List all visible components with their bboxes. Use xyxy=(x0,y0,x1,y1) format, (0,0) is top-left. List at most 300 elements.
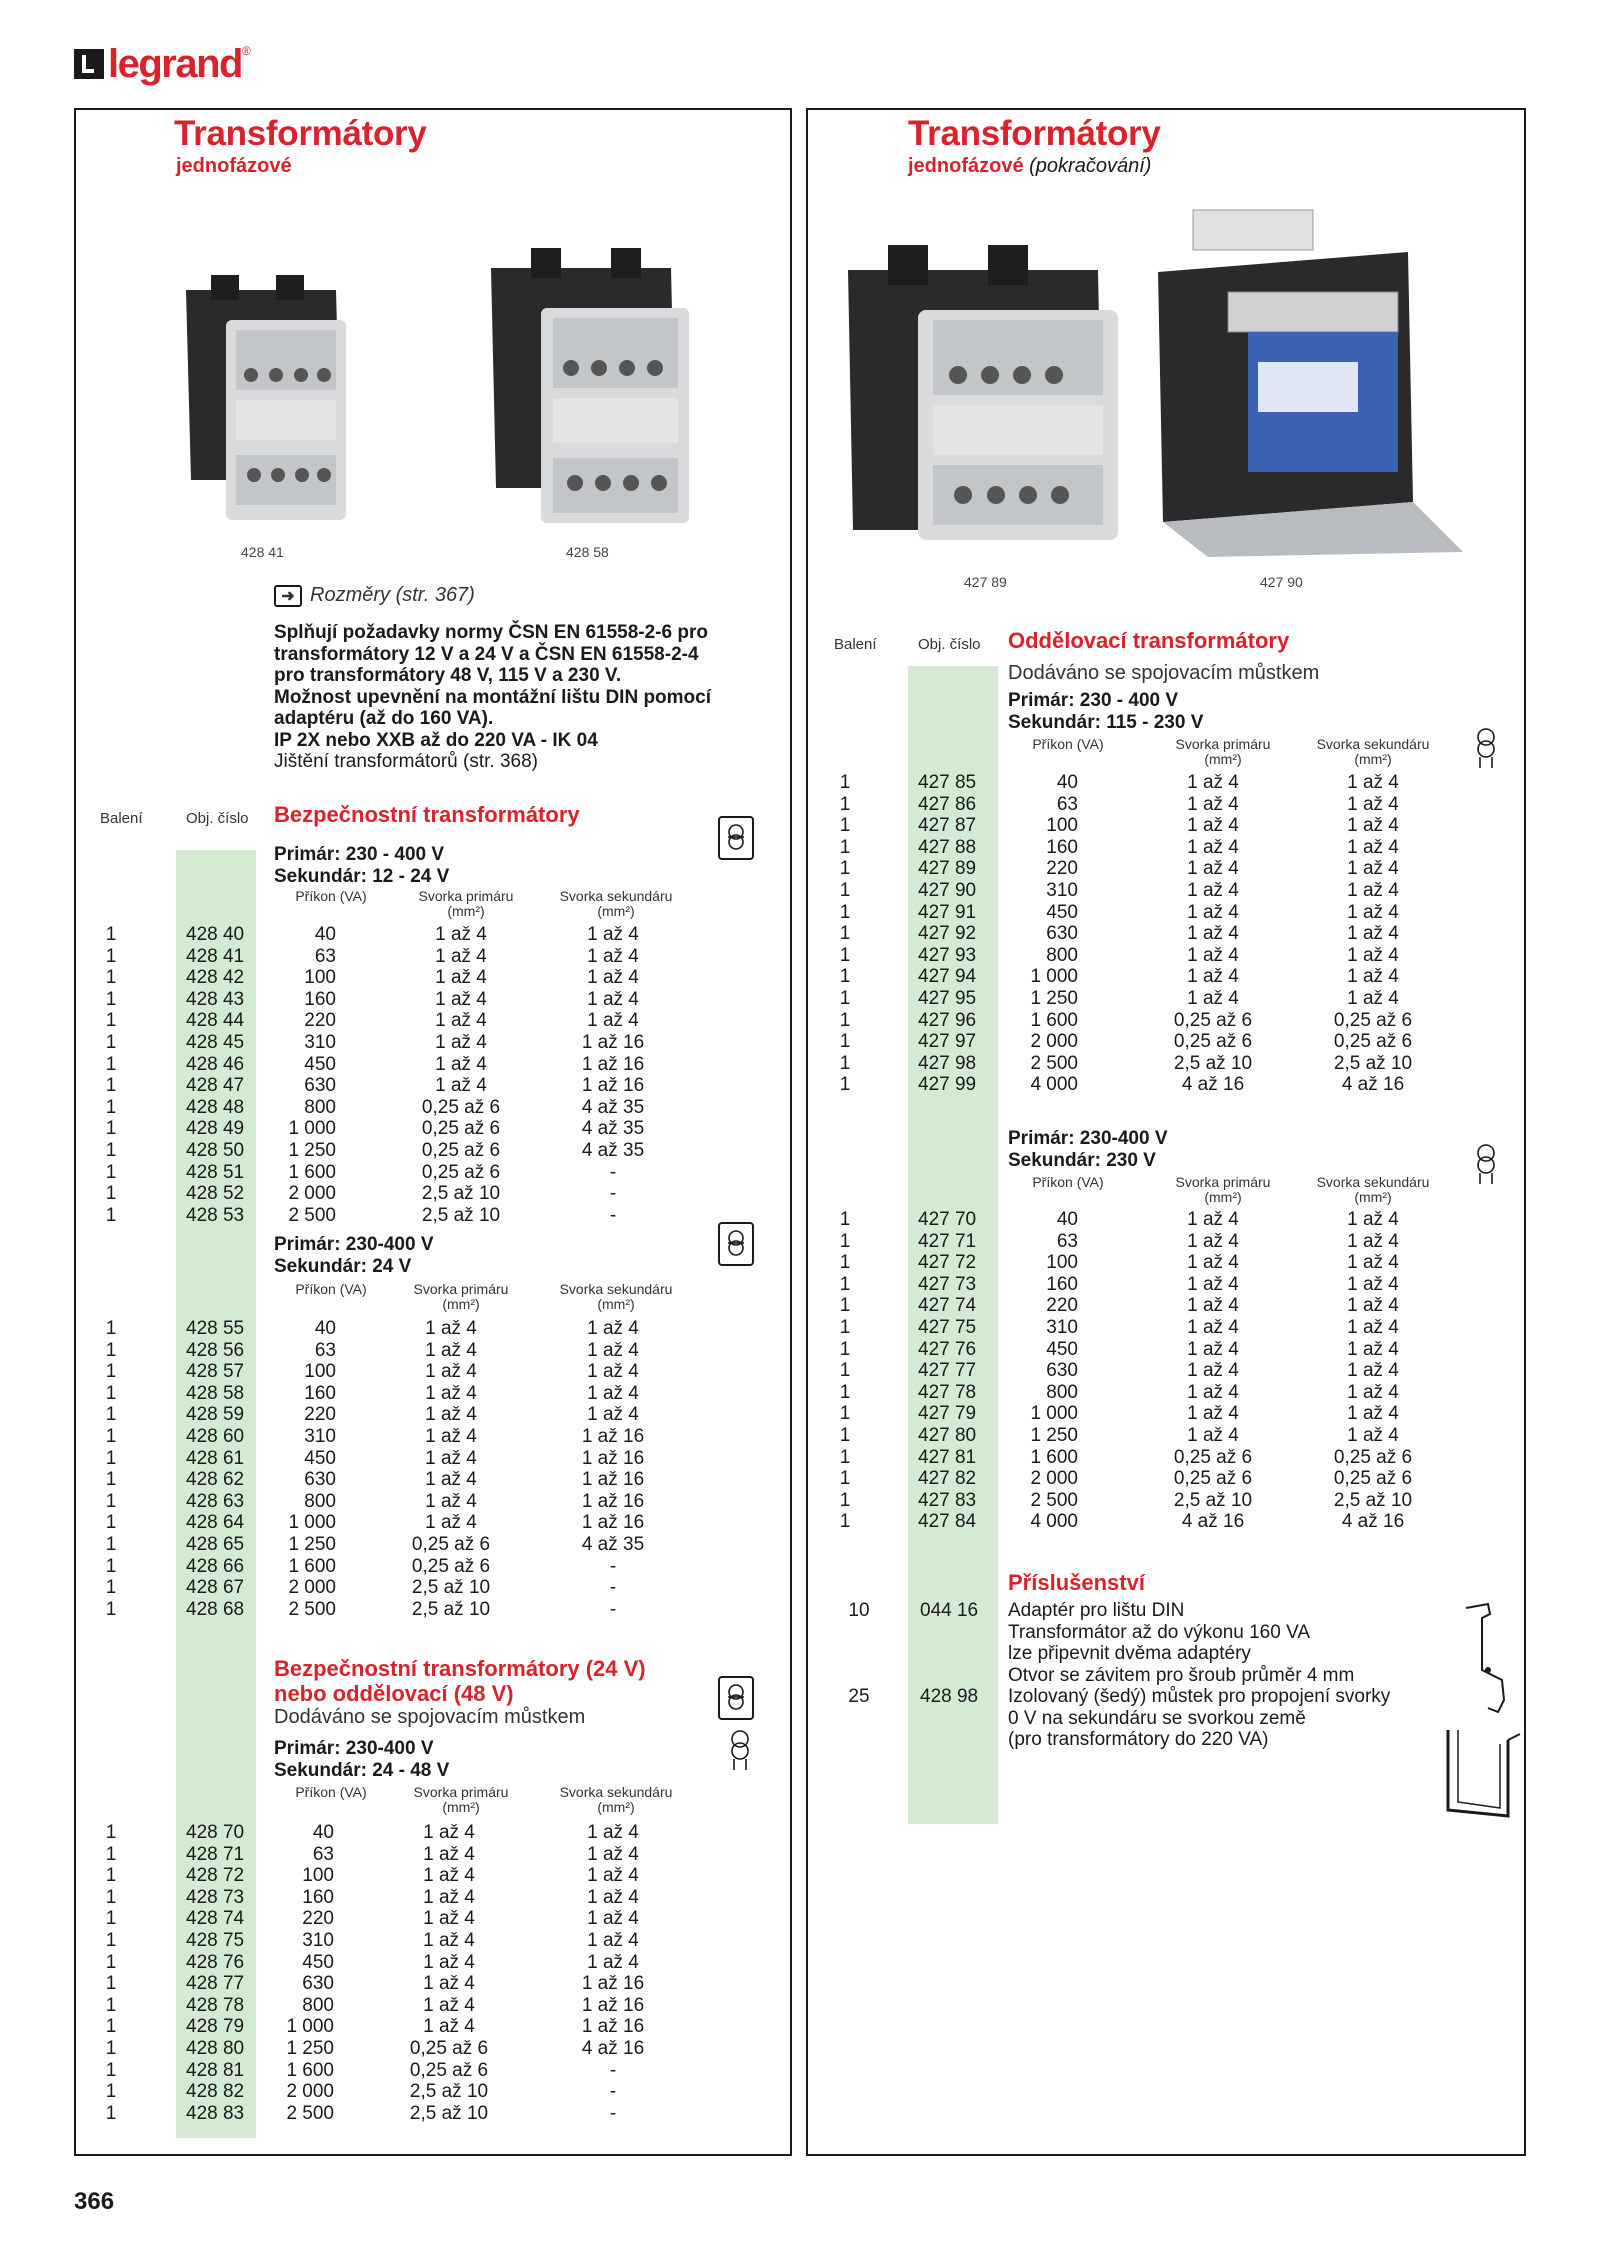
section-title-line: nebo oddělovací (48 V) xyxy=(274,1681,514,1706)
primary-terminal-cell: 1 až 4 xyxy=(1187,815,1239,837)
pack-cell: 1 xyxy=(105,1404,117,1426)
table-row xyxy=(76,1952,776,1974)
pack-cell: 1 xyxy=(105,2059,117,2081)
dimensions-link[interactable] xyxy=(274,584,475,607)
primary-terminal-cell: 1 až 4 xyxy=(1187,1230,1239,1252)
primary-terminal-cell: 1 až 4 xyxy=(435,924,487,945)
secondary-terminal-cell: 1 až 4 xyxy=(1347,793,1399,815)
product-photo-427-90 xyxy=(1148,202,1478,562)
table-row xyxy=(76,1118,776,1140)
table-row xyxy=(76,1318,776,1340)
table-row xyxy=(76,1448,776,1470)
table-row xyxy=(76,1556,776,1578)
secondary-terminal-cell: 4 až 35 xyxy=(581,1534,645,1555)
primary-terminal-cell: 1 až 4 xyxy=(425,1361,477,1383)
power-cell: 40 xyxy=(1056,1209,1078,1230)
ref-cell: 428 65 xyxy=(186,1534,245,1555)
header-unit: (mm²) xyxy=(597,903,635,919)
pack-cell: 1 xyxy=(105,1490,117,1512)
pack-cell: 1 xyxy=(839,1425,851,1446)
left-title: Transformátory xyxy=(174,114,427,153)
ref-cell: 427 95 xyxy=(918,988,977,1009)
ref-cell: 427 72 xyxy=(918,1252,977,1274)
secondary-terminal-cell: - xyxy=(609,1161,617,1183)
power-cell: 220 xyxy=(304,1010,336,1032)
primary-terminal-cell: 0,25 až 6 xyxy=(1173,1009,1253,1031)
header-unit: (mm²) xyxy=(447,903,485,919)
pack-cell: 1 xyxy=(839,1360,851,1382)
primary-terminal-cell: 1 až 4 xyxy=(1187,1252,1239,1274)
intro-line: IP 2X nebo XXB až do 220 VA - IK 04 xyxy=(274,729,598,751)
ref-cell: 428 63 xyxy=(186,1490,245,1512)
pack-cell: 1 xyxy=(839,1230,851,1252)
ref-cell: 427 84 xyxy=(918,1511,977,1533)
ref-cell: 428 82 xyxy=(186,2081,245,2103)
accessory-line: Adaptér pro lištu DIN xyxy=(1008,1600,1185,1621)
header-prim-label: Svorka primáru xyxy=(1175,736,1271,752)
power-cell: 100 xyxy=(304,967,336,989)
ref-cell: 428 56 xyxy=(186,1339,245,1361)
power-cell: 220 xyxy=(1046,1295,1078,1317)
pack-cell: 1 xyxy=(105,1140,117,1161)
intro-line[interactable]: Jištění transformátorů (str. 368) xyxy=(274,751,538,772)
power-cell: 160 xyxy=(302,1886,334,1908)
pack-cell: 1 xyxy=(105,988,117,1010)
ref-cell: 428 55 xyxy=(186,1318,245,1339)
primary-voltage: Primár: 230 - 400 V xyxy=(1008,690,1179,711)
pack-cell: 1 xyxy=(105,2016,117,2038)
secondary-terminal-cell: 1 až 4 xyxy=(587,1010,639,1032)
pack-cell: 1 xyxy=(839,1511,851,1533)
secondary-terminal-cell: 1 až 4 xyxy=(1347,923,1399,945)
table-row xyxy=(76,1534,776,1556)
secondary-terminal-cell: 1 až 4 xyxy=(1347,1317,1399,1338)
secondary-terminal-cell: 1 až 16 xyxy=(581,1447,645,1469)
photo-caption: 428 58 xyxy=(566,544,609,560)
table-row xyxy=(76,967,776,989)
secondary-terminal-cell: 4 až 35 xyxy=(581,1118,645,1140)
pack-cell: 1 xyxy=(839,1489,851,1511)
pack-cell: 1 xyxy=(105,1096,117,1118)
table-row xyxy=(76,1075,776,1097)
table-row xyxy=(808,1468,1508,1490)
power-cell: 220 xyxy=(302,1908,334,1930)
header-sec-label: Svorka sekundáru xyxy=(559,888,673,904)
pack-cell: 1 xyxy=(105,1930,117,1951)
ref-cell: 427 94 xyxy=(918,966,977,988)
pack-cell: 1 xyxy=(105,1053,117,1075)
header-unit: (mm²) xyxy=(1204,1189,1242,1205)
power-cell: 100 xyxy=(304,1361,336,1383)
table-row xyxy=(808,1339,1508,1361)
primary-terminal-cell: 1 až 4 xyxy=(435,1075,487,1097)
table-row xyxy=(76,2038,776,2060)
secondary-terminal-cell: 1 až 4 xyxy=(1347,944,1399,966)
primary-terminal-cell: 0,25 až 6 xyxy=(411,1555,491,1577)
primary-terminal-cell: 1 až 4 xyxy=(1187,1273,1239,1295)
primary-terminal-cell: 1 až 4 xyxy=(423,1822,475,1843)
power-cell: 100 xyxy=(1046,815,1078,837)
power-cell: 630 xyxy=(1046,923,1078,945)
pack-cell: 10 xyxy=(848,1600,870,1621)
power-cell: 160 xyxy=(304,988,336,1010)
ref-cell: 428 60 xyxy=(186,1426,245,1447)
secondary-voltage: Sekundár: 115 - 230 V xyxy=(1008,712,1204,733)
header-unit: (mm²) xyxy=(597,1799,635,1815)
table-row xyxy=(76,1469,776,1491)
pack-cell: 1 xyxy=(839,1009,851,1031)
intro-line: Možnost upevnění na montážní lištu DIN pomocí xyxy=(274,686,712,708)
primary-terminal-cell: 2,5 až 10 xyxy=(421,1183,501,1205)
ref-cell: 427 88 xyxy=(918,836,977,858)
pack-cell: 1 xyxy=(105,1534,117,1555)
primary-terminal-cell: 2,5 až 10 xyxy=(1173,1052,1253,1074)
secondary-terminal-cell: 1 až 4 xyxy=(587,988,639,1010)
page-number: 366 xyxy=(74,2188,115,2215)
primary-terminal-cell: 1 až 4 xyxy=(1187,923,1239,945)
primary-terminal-cell: 1 až 4 xyxy=(435,1032,487,1053)
table-row xyxy=(808,815,1508,837)
secondary-terminal-cell: 0,25 až 6 xyxy=(1333,1031,1413,1053)
ref-cell: 427 83 xyxy=(918,1489,977,1511)
ref-cell: 428 41 xyxy=(186,945,245,967)
ref-cell: 428 52 xyxy=(186,1183,245,1205)
pack-cell: 1 xyxy=(839,1317,851,1338)
secondary-terminal-cell: 2,5 až 10 xyxy=(1333,1052,1413,1074)
table-row xyxy=(76,1973,776,1995)
primary-terminal-cell: 1 až 4 xyxy=(1187,1360,1239,1382)
power-cell: 800 xyxy=(1046,1381,1078,1403)
table-row xyxy=(76,1908,776,1930)
accessory-description xyxy=(1008,1600,1390,1751)
power-cell: 800 xyxy=(1046,944,1078,966)
secondary-terminal-cell: 1 až 4 xyxy=(587,1865,639,1887)
table-row xyxy=(76,2016,776,2038)
ref-cell: 428 43 xyxy=(186,988,245,1010)
table-row xyxy=(808,1295,1508,1317)
primary-terminal-cell: 2,5 až 10 xyxy=(411,1577,491,1599)
ref-cell: 428 71 xyxy=(186,1843,245,1865)
header-power: Příkon (VA) xyxy=(295,888,367,904)
left-panel xyxy=(74,108,792,2156)
subtitle-continued: (pokračování) xyxy=(1029,155,1152,177)
secondary-terminal-cell: 1 až 4 xyxy=(587,924,639,945)
primary-terminal-cell: 1 až 4 xyxy=(423,2016,475,2038)
power-cell: 2 000 xyxy=(288,1183,336,1205)
brand-name: legrand xyxy=(108,42,242,86)
ref-cell: 428 76 xyxy=(186,1951,245,1973)
power-cell: 63 xyxy=(314,1339,336,1361)
primary-terminal-cell: 1 až 4 xyxy=(435,1053,487,1075)
secondary-voltage: Sekundár: 230 V xyxy=(1008,1150,1156,1171)
header-unit: (mm²) xyxy=(442,1799,480,1815)
primary-terminal-cell: 1 až 4 xyxy=(1187,836,1239,858)
arrow-right-icon: ➜ xyxy=(274,585,302,607)
secondary-terminal-cell: 1 až 4 xyxy=(1347,1360,1399,1382)
power-cell: 1 250 xyxy=(1030,1425,1078,1446)
pack-cell: 1 xyxy=(105,1886,117,1908)
header-unit: (mm²) xyxy=(1354,1189,1392,1205)
secondary-terminal-cell: 1 až 4 xyxy=(1347,815,1399,837)
ref-cell: 428 70 xyxy=(186,1822,245,1843)
table-row xyxy=(76,2060,776,2082)
secondary-terminal-cell: 1 až 4 xyxy=(1347,1209,1399,1230)
table-row xyxy=(808,1053,1508,1075)
secondary-terminal-cell: 4 až 16 xyxy=(1341,1511,1405,1533)
right-panel xyxy=(806,108,1526,2156)
ref-cell: 428 72 xyxy=(186,1865,245,1887)
power-cell: 220 xyxy=(1046,858,1078,880)
secondary-terminal-cell: 1 až 4 xyxy=(1347,901,1399,923)
pack-cell: 1 xyxy=(105,1010,117,1032)
table-row xyxy=(76,1577,776,1599)
intro-line: transformátory 12 V a 24 V a ČSN EN 61558-2-4 xyxy=(274,643,699,665)
primary-voltage: Primár: 230-400 V xyxy=(274,1234,434,1255)
power-cell: 2 000 xyxy=(1030,1031,1078,1053)
power-cell: 1 250 xyxy=(286,2038,334,2059)
table-row xyxy=(808,1490,1508,1512)
ref-cell: 428 80 xyxy=(186,2038,245,2059)
ref-cell: 428 46 xyxy=(186,1053,245,1075)
power-cell: 1 600 xyxy=(1030,1446,1078,1468)
pack-cell: 1 xyxy=(105,1555,117,1577)
table-row xyxy=(808,1360,1508,1382)
header-prim xyxy=(1163,737,1283,767)
table-row xyxy=(808,880,1508,902)
secondary-terminal-cell: 1 až 4 xyxy=(1347,1230,1399,1252)
power-cell: 2 000 xyxy=(286,2081,334,2103)
pack-cell: 1 xyxy=(105,1973,117,1995)
table-row xyxy=(808,1252,1508,1274)
ref-cell: 428 66 xyxy=(186,1555,245,1577)
ref-cell: 428 67 xyxy=(186,1577,245,1599)
table-row xyxy=(76,1010,776,1032)
table-row xyxy=(808,966,1508,988)
power-cell: 2 500 xyxy=(1030,1052,1078,1074)
pack-cell: 1 xyxy=(839,901,851,923)
secondary-terminal-cell: 2,5 až 10 xyxy=(1333,1489,1413,1511)
product-photo-428-58 xyxy=(471,238,701,528)
primary-terminal-cell: 1 až 4 xyxy=(1187,772,1239,793)
ref-cell: 427 98 xyxy=(918,1052,977,1074)
table-row xyxy=(808,923,1508,945)
power-cell: 450 xyxy=(302,1951,334,1973)
accessory-line: (pro transformátory do 220 VA) xyxy=(1008,1729,1269,1750)
pack-cell: 1 xyxy=(105,1469,117,1491)
product-photo-428-41 xyxy=(166,270,356,520)
pack-cell: 1 xyxy=(105,967,117,989)
bridge-accessory-drawing xyxy=(1438,1720,1528,1830)
secondary-terminal-cell: 1 až 16 xyxy=(581,2016,645,2038)
isolating-transformer-symbol-icon xyxy=(722,1726,758,1774)
power-cell: 63 xyxy=(1056,793,1078,815)
primary-terminal-cell: 1 až 4 xyxy=(423,1973,475,1995)
ref-cell: 427 79 xyxy=(918,1403,977,1425)
power-cell: 800 xyxy=(304,1490,336,1512)
secondary-terminal-cell: 1 až 4 xyxy=(587,1382,639,1404)
safety-transformer-symbol-icon xyxy=(718,816,754,860)
ref-cell: 428 62 xyxy=(186,1469,245,1491)
power-cell: 1 600 xyxy=(1030,1009,1078,1031)
primary-terminal-cell: 0,25 až 6 xyxy=(1173,1468,1253,1490)
primary-terminal-cell: 1 až 4 xyxy=(1187,1381,1239,1403)
power-cell: 630 xyxy=(302,1973,334,1995)
ref-cell: 427 74 xyxy=(918,1295,977,1317)
pack-cell: 1 xyxy=(839,1381,851,1403)
header-sec xyxy=(546,1785,686,1815)
ref-cell: 428 83 xyxy=(186,2102,245,2124)
primary-terminal-cell: 1 až 4 xyxy=(425,1339,477,1361)
primary-terminal-cell: 1 až 4 xyxy=(435,945,487,967)
ref-cell: 428 64 xyxy=(186,1512,245,1534)
ref-cell: 428 44 xyxy=(186,1010,245,1032)
din-adapter-drawing xyxy=(1458,1600,1518,1720)
secondary-terminal-cell: 0,25 až 6 xyxy=(1333,1446,1413,1468)
power-cell: 2 000 xyxy=(288,1577,336,1599)
ref-cell: 428 48 xyxy=(186,1096,245,1118)
table-row xyxy=(76,2103,776,2125)
table-row xyxy=(808,858,1508,880)
power-cell: 40 xyxy=(314,1318,336,1339)
header-sec xyxy=(546,1282,686,1312)
primary-terminal-cell: 1 až 4 xyxy=(425,1382,477,1404)
intro-line: adaptéru (až do 160 VA). xyxy=(274,708,494,729)
section-title: Bezpečnostní transformátory xyxy=(274,802,580,827)
primary-terminal-cell: 2,5 až 10 xyxy=(1173,1489,1253,1511)
ref-cell: 427 80 xyxy=(918,1425,977,1446)
primary-terminal-cell: 1 až 4 xyxy=(423,1843,475,1865)
pack-cell: 1 xyxy=(839,1273,851,1295)
power-cell: 100 xyxy=(1046,1252,1078,1274)
primary-terminal-cell: 2,5 až 10 xyxy=(411,1598,491,1620)
pack-cell: 1 xyxy=(105,1843,117,1865)
header-prim xyxy=(401,1785,521,1815)
power-cell: 1 600 xyxy=(286,2059,334,2081)
ref-cell: 044 16 xyxy=(920,1600,979,1621)
pack-cell: 1 xyxy=(105,1361,117,1383)
pack-cell: 1 xyxy=(839,1209,851,1230)
header-unit: (mm²) xyxy=(597,1296,635,1312)
ref-cell: 427 75 xyxy=(918,1317,977,1338)
table-row xyxy=(808,1447,1508,1469)
power-cell: 1 600 xyxy=(288,1555,336,1577)
header-unit: (mm²) xyxy=(1354,751,1392,767)
primary-terminal-cell: 2,5 až 10 xyxy=(421,1204,501,1226)
pack-cell: 1 xyxy=(839,1446,851,1468)
table-row xyxy=(76,1183,776,1205)
secondary-terminal-cell: 1 až 16 xyxy=(581,1973,645,1995)
table-row xyxy=(76,1162,776,1184)
secondary-terminal-cell: 1 až 4 xyxy=(1347,880,1399,901)
secondary-terminal-cell: 1 až 4 xyxy=(587,1843,639,1865)
pack-cell: 1 xyxy=(839,1403,851,1425)
power-cell: 4 000 xyxy=(1030,1511,1078,1533)
header-sec xyxy=(546,889,686,919)
power-cell: 1 000 xyxy=(286,2016,334,2038)
secondary-terminal-cell: 1 až 4 xyxy=(587,945,639,967)
secondary-terminal-cell: 1 až 4 xyxy=(587,1908,639,1930)
header-prim-label: Svorka primáru xyxy=(413,1784,509,1800)
pack-cell: 1 xyxy=(839,1252,851,1274)
table-row xyxy=(76,1844,776,1866)
pack-cell: 1 xyxy=(839,858,851,880)
accessories-title: Příslušenství xyxy=(1008,1570,1145,1595)
ref-cell: 427 81 xyxy=(918,1446,977,1468)
legrand-logo xyxy=(74,42,251,86)
header-power: Příkon (VA) xyxy=(295,1784,367,1800)
primary-terminal-cell: 1 až 4 xyxy=(425,1318,477,1339)
primary-terminal-cell: 1 až 4 xyxy=(435,988,487,1010)
power-cell: 310 xyxy=(1046,880,1078,901)
pack-cell: 1 xyxy=(105,1994,117,2016)
pack-cell: 1 xyxy=(105,1318,117,1339)
header-power: Příkon (VA) xyxy=(1032,1174,1104,1190)
pack-cell: 1 xyxy=(105,1908,117,1930)
power-cell: 630 xyxy=(304,1469,336,1491)
primary-terminal-cell: 1 až 4 xyxy=(425,1404,477,1426)
secondary-terminal-cell: 1 až 4 xyxy=(587,1930,639,1951)
header-sec-label: Svorka sekundáru xyxy=(559,1784,673,1800)
ref-cell: 428 40 xyxy=(186,924,245,945)
primary-terminal-cell: 0,25 až 6 xyxy=(1173,1031,1253,1053)
product-photo-427-89 xyxy=(838,240,1138,540)
pack-cell: 1 xyxy=(839,966,851,988)
secondary-terminal-cell: 0,25 až 6 xyxy=(1333,1468,1413,1490)
table-row xyxy=(808,1317,1508,1339)
ref-cell: 428 42 xyxy=(186,967,245,989)
primary-terminal-cell: 1 až 4 xyxy=(1187,901,1239,923)
power-cell: 1 000 xyxy=(1030,1403,1078,1425)
pack-cell: 25 xyxy=(848,1686,870,1707)
pack-cell: 1 xyxy=(839,815,851,837)
secondary-terminal-cell: 1 až 4 xyxy=(1347,1425,1399,1446)
primary-terminal-cell: 1 až 4 xyxy=(425,1426,477,1447)
secondary-terminal-cell: - xyxy=(609,1577,617,1599)
ref-cell: 428 53 xyxy=(186,1204,245,1226)
pack-cell: 1 xyxy=(839,988,851,1009)
secondary-terminal-cell: 1 až 4 xyxy=(1347,1252,1399,1274)
power-cell: 1 250 xyxy=(288,1534,336,1555)
ref-cell: 427 93 xyxy=(918,944,977,966)
ref-cell: 427 76 xyxy=(918,1338,977,1360)
header-sec-label: Svorka sekundáru xyxy=(1316,736,1430,752)
table-row xyxy=(76,1361,776,1383)
section-note: Dodáváno se spojovacím můstkem xyxy=(1008,662,1320,684)
primary-terminal-cell: 1 až 4 xyxy=(423,1951,475,1973)
primary-terminal-cell: 2,5 až 10 xyxy=(409,2081,489,2103)
table-row xyxy=(808,1010,1508,1032)
ref-cell: 428 77 xyxy=(186,1973,245,1995)
ref-cell: 428 58 xyxy=(186,1382,245,1404)
header-prim-label: Svorka primáru xyxy=(418,888,514,904)
pack-cell: 1 xyxy=(105,1339,117,1361)
power-cell: 160 xyxy=(1046,1273,1078,1295)
ref-cell: 428 75 xyxy=(186,1930,245,1951)
power-cell: 63 xyxy=(314,945,336,967)
ref-cell: 428 73 xyxy=(186,1886,245,1908)
secondary-terminal-cell: - xyxy=(609,1183,617,1205)
primary-voltage: Primár: 230-400 V xyxy=(1008,1128,1168,1149)
secondary-terminal-cell: 1 až 4 xyxy=(1347,836,1399,858)
secondary-terminal-cell: 4 až 16 xyxy=(581,2038,645,2059)
section-title xyxy=(274,1656,646,1706)
pack-cell: 1 xyxy=(839,1031,851,1053)
power-cell: 2 500 xyxy=(1030,1489,1078,1511)
ref-cell: 427 91 xyxy=(918,901,977,923)
table-row xyxy=(76,1930,776,1952)
primary-terminal-cell: 1 až 4 xyxy=(1187,793,1239,815)
intro-line: Splňují požadavky normy ČSN EN 61558-2-6 pro xyxy=(274,622,708,643)
